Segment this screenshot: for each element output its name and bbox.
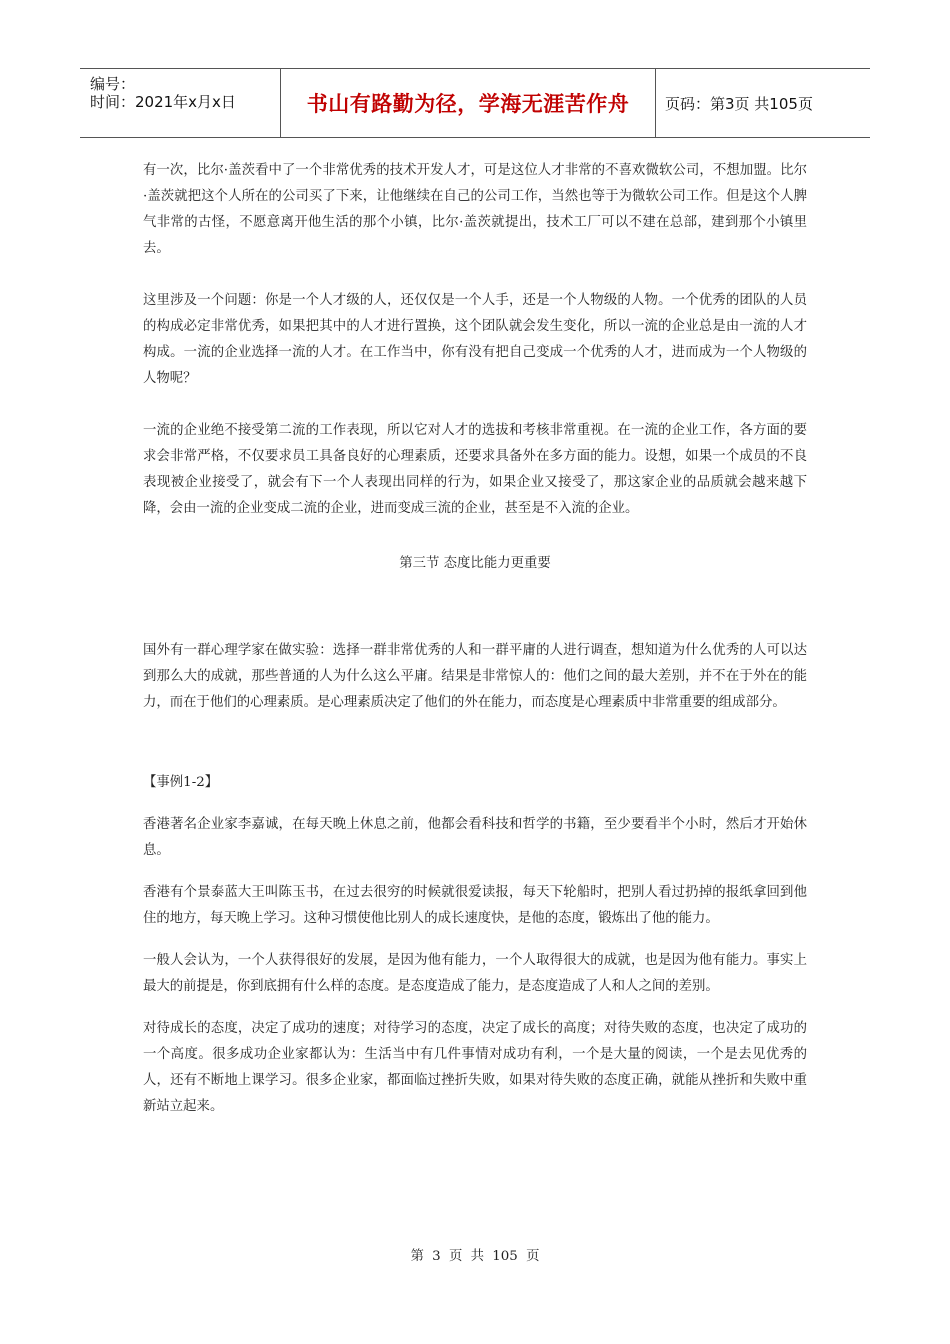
header-page-cell: [655, 69, 870, 137]
body-text-top: [143, 158, 807, 522]
header-left-cell: [80, 69, 280, 137]
header-page-number: 页码：第3页 共105页: [665, 94, 813, 113]
paragraph: 香港著名企业家李嘉诚，在每天晚上休息之前，他都会看科技和哲学的书籍，至少要看半个小时，然后才开始休息。: [143, 817, 807, 858]
body-text-bottom: [143, 638, 807, 1120]
paragraph: 国外有一群心理学家在做实验：选择一群非常优秀的人和一群平庸的人进行调查，想知道为什么优秀的人可以达到那么大的成就，那些普通的人为什么这么平庸。结果是非常惊人的：他们之间的最大差别，并不在于外在的能力，而在于他们的心理素质。是心理素质决定了他们的外在能力，而态度是心理素质中非常重要的组成部分。: [143, 643, 807, 710]
paragraph: 一般人会认为，一个人获得很好的发展，是因为他有能力，一个人取得很大的成就，也是因为他有能力。事实上最大的前提是，你到底拥有什么样的态度。是态度造成了能力，是态度造成了人和人之间的差别。: [143, 953, 807, 994]
document-number-label: 编号：: [90, 75, 136, 93]
document-date-label: 时间：2021年x月x日: [90, 93, 236, 111]
paragraph: 一流的企业绝不接受第二流的工作表现，所以它对人才的选拔和考核非常重视。在一流的企业工作，各方面的要求会非常严格，不仅要求员工具备良好的心理素质，还要求具备外在多方面的能力。设想，如果一个成员的不良表现被企业接受了，就会有下一个人表现出同样的行为，如果企业又接受了，那这家企业的品质就会越来越下降，会由一流的企业变成二流的企业，进而变成三流的企业，甚至是不入流的企业。: [143, 423, 807, 516]
page-footer: 第 3 页 共 105 页: [410, 1249, 540, 1264]
header-motto-cell: [280, 69, 656, 137]
example-label: 【事例1-2】: [143, 775, 219, 790]
paragraph: 有一次，比尔·盖茨看中了一个非常优秀的技术开发人才，可是这位人才非常的不喜欢微软公司，不想加盟。比尔·盖茨就把这个人所在的公司买了下来，让他继续在自己的公司工作，当然也等于为微软公司工作。但是这个人脾气非常的古怪，不愿意离开他生活的那个小镇，比尔·盖茨就提出，技术工厂可以不建在总部，建到那个小镇里去。: [143, 163, 807, 256]
page-header: [80, 68, 870, 138]
paragraph: 对待成长的态度，决定了成功的速度；对待学习的态度，决定了成长的高度；对待失败的态度，也决定了成功的一个高度。很多成功企业家都认为：生活当中有几件事情对成功有利，一个是大量的阅读，一个是去见优秀的人，还有不断地上课学习。很多企业家，都面临过挫折失败，如果对待失败的态度正确，就能从挫折和失败中重新站立起来。: [143, 1021, 807, 1114]
header-motto: 书山有路勤为径，学海无涯苦作舟: [306, 92, 630, 116]
section-title: 第三节 态度比能力更重要: [399, 556, 551, 571]
paragraph: 这里涉及一个问题：你是一个人才级的人，还仅仅是一个人手，还是一个人物级的人物。一个优秀的团队的人员的构成必定非常优秀，如果把其中的人才进行置换，这个团队就会发生变化，所以一流的企业总是由一流的人才构成。一流的企业选择一流的人才。在工作当中，你有没有把自己变成一个优秀的人才，进而成为一个人物级的人物呢？: [143, 293, 807, 386]
paragraph: 香港有个景泰蓝大王叫陈玉书，在过去很穷的时候就很爱读报，每天下轮船时，把别人看过扔掉的报纸拿回到他住的地方，每天晚上学习。这种习惯使他比别人的成长速度快，是他的态度，锻炼出了他的能力。: [143, 885, 807, 926]
